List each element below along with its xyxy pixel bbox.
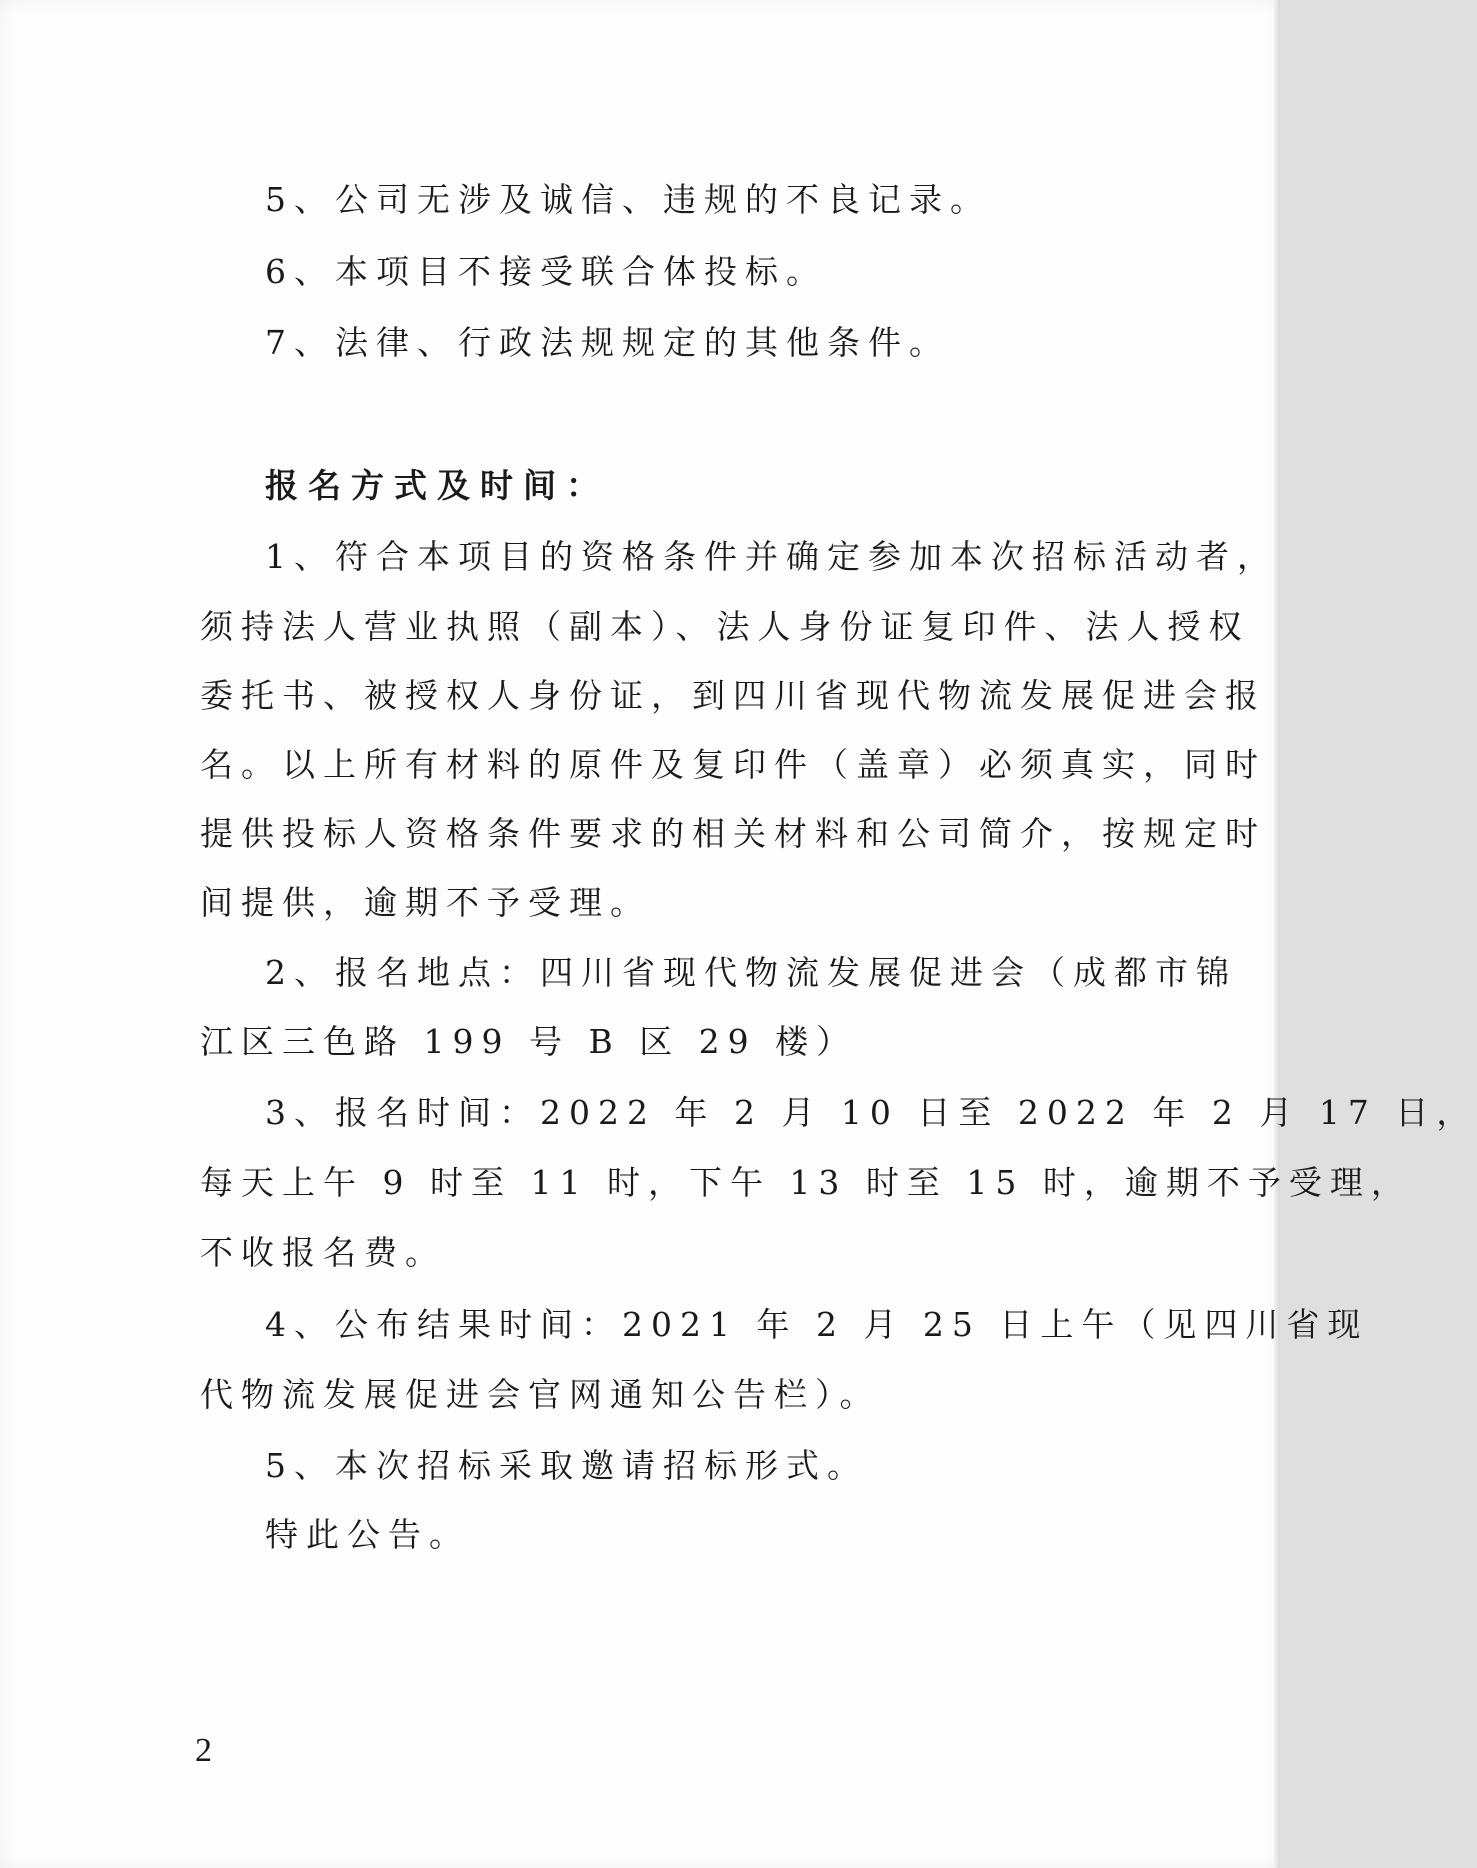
page-number: 2 <box>195 1732 212 1769</box>
registration-item-3-line-1: 3、报名时间：2022 年 2 月 10 日至 2022 年 2 月 17 日， <box>265 1093 1477 1132</box>
registration-item-2-line-2: 江区三色路 199 号 B 区 29 楼） <box>200 1022 858 1061</box>
registration-item-2-line-1: 2、报名地点：四川省现代物流发展促进会（成都市锦 <box>265 953 1237 992</box>
registration-item-1-line-5: 提供投标人资格条件要求的相关材料和公司简介，按规定时 <box>200 814 1266 853</box>
registration-item-1-line-3: 委托书、被授权人身份证，到四川省现代物流发展促进会报 <box>200 676 1266 715</box>
scan-edge <box>1274 0 1280 1868</box>
registration-item-3-line-3: 不收报名费。 <box>200 1233 446 1272</box>
condition-item-5: 5、公司无涉及诚信、违规的不良记录。 <box>265 180 991 219</box>
registration-item-4-line-1: 4、公布结果时间：2021 年 2 月 25 日上午（见四川省现 <box>265 1305 1369 1344</box>
condition-item-7: 7、法律、行政法规规定的其他条件。 <box>265 323 950 362</box>
registration-item-1-line-2: 须持法人营业执照（副本）、法人身份证复印件、法人授权 <box>200 607 1250 646</box>
registration-item-3-line-2: 每天上午 9 时至 11 时，下午 13 时至 15 时，逾期不予受理， <box>200 1163 1412 1202</box>
registration-item-1-line-4: 名。以上所有材料的原件及复印件（盖章）必须真实，同时 <box>200 745 1266 784</box>
registration-heading: 报名方式及时间： <box>265 466 609 505</box>
registration-item-1-line-1: 1、符合本项目的资格条件并确定参加本次招标活动者， <box>265 537 1278 576</box>
closing-statement: 特此公告。 <box>265 1515 470 1554</box>
registration-item-4-line-2: 代物流发展促进会官网通知公告栏）。 <box>200 1375 881 1414</box>
registration-item-1-line-6: 间提供，逾期不予受理。 <box>200 883 651 922</box>
condition-item-6: 6、本项目不接受联合体投标。 <box>265 252 827 291</box>
registration-item-5: 5、本次招标采取邀请招标形式。 <box>265 1446 868 1485</box>
